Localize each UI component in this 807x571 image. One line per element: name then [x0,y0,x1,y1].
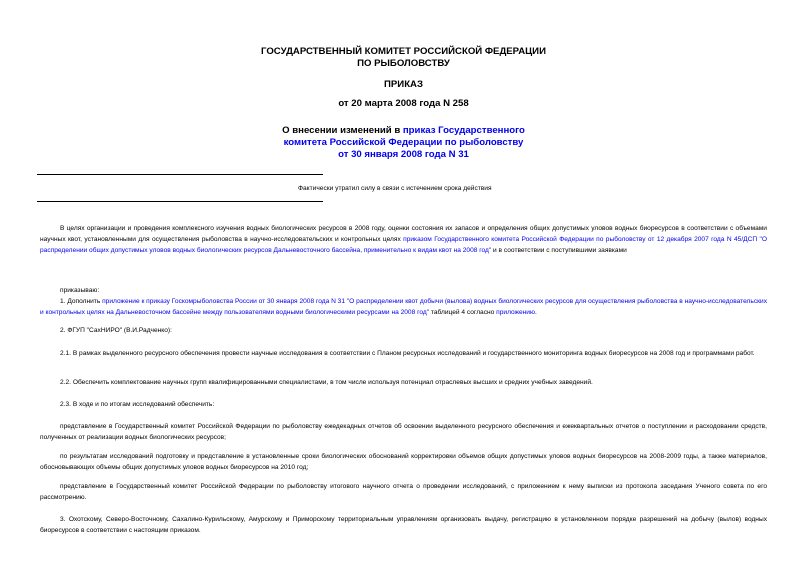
order-word: приказываю: [60,287,100,294]
preamble-text-before: В целях организации и проведения комплексного изучения водных биологических ресурсов в 2008 году, оценки состояния их запасов и определения общих допустимых уловов водных биоресурсов в соответствии с объемами научных квот, установленными для осуществления рыболовства в научно-исследовательских и контрольных целях [40,225,767,243]
paragraph-2-1: 2.1. В рамках выделенного ресурсного обеспечения провести научные исследования в соответствии с Планом ресурсных исследований и государственного мониторинга водных биоресурсов на 2008 год и программами работ. [60,350,755,357]
item-1-middle: таблицей 4 согласно [429,309,497,316]
item-1-annex-link[interactable]: приложению [496,309,535,316]
document-title [0,125,807,137]
title-link-part2[interactable]: комитета Российской Федерации по рыболовству [283,137,524,148]
preamble-order-link[interactable]: приказом Государственного комитета Российской Федерации по рыболовству от 12 декабря 2007 года N 45/ДСП "О распределении общих допустимых уловов водных биологических ресурсов Дальневосточного бассейна, применительно к видам квот на 2008 год" [40,236,767,254]
paragraph-2-2: 2.2. Обеспечить комплектование научных групп квалифицированными специалистами, в том числе используя потенциал отраслевых высших и средних учебных заведений. [60,379,593,386]
paragraph-2-3: 2.3. В ходе и по итогам исследований обеспечить: [60,401,215,408]
bottom-divider [37,201,323,202]
status-note: Фактически утратил силу в связи с истечением срока действия [298,185,492,192]
item-1-suffix: . [534,309,537,316]
title-prefix: О внесении изменений в [282,125,403,136]
item-1-appendix-link[interactable]: приложение к приказу Госкомрыболовства России от 30 января 2008 года N 31 "О распределении квот добычи (вылова) водных биологических ресурсов для осуществления рыболовства в научно-исследовательских и контрольных целях на Дальневосточном бассейне между пользователями водными биологическими ресурсами на 2008 год" [40,298,768,316]
preamble-text-after: и в соответствии с поступившими заявками [491,247,627,254]
top-divider [37,174,323,175]
item-1-prefix: 1. Дополнить [60,298,103,305]
agency-name-line1: ГОСУДАРСТВЕННЫЙ КОМИТЕТ РОССИЙСКОЙ ФЕДЕРАЦИИ [261,46,546,57]
document-type: ПРИКАЗ [384,79,423,90]
title-link-line2 [0,137,807,149]
title-link-part3[interactable]: от 30 января 2008 года N 31 [338,149,469,160]
item-1-paragraph [40,296,767,318]
paragraph-2-3-a: представление в Государственный комитет Российской Федерации по рыболовству ежедекадных отчетов об освоении выделенного ресурсного обеспечения и ежеквартальных отчетов о поступлении и расходовании средств, полученных от реализации водных биологических ресурсов; [40,423,767,441]
paragraph-2-3-b: по результатам исследований подготовку и представление в установленные сроки биологических обоснований корректировки объемов общих допустимых уловов водных биоресурсов на 2008-2009 годы, а также материалов, обосновывающих объемы общих допустимых уловов водных биоресурсов на 2010 год; [40,453,767,471]
paragraph-2-3-c: представление в Государственный комитет Российской Федерации по рыболовству итогового научного отчета о проведении исследований, с приложением к нему выписки из протокола заседания Ученого совета по его рассмотрению. [40,483,767,501]
agency-name-line2: ПО РЫБОЛОВСТВУ [357,58,450,69]
title-link-part1[interactable]: приказ Государственного [402,125,525,136]
paragraph-2: 2. ФГУП "СахНИРО" (В.И.Радченко): [60,327,172,334]
paragraph-3: 3. Охотскому, Северо-Восточному, Сахалино-Курильскому, Амурскому и Приморскому территориальным управлениям организовать выдачу, регистрацию в установленном порядке разрешений на добычу (вылов) водных биоресурсов в соответствии с настоящим приказом. [40,516,767,534]
title-link-line3 [0,149,807,161]
preamble-paragraph [40,223,767,256]
document-date: от 20 марта 2008 года N 258 [338,98,469,109]
